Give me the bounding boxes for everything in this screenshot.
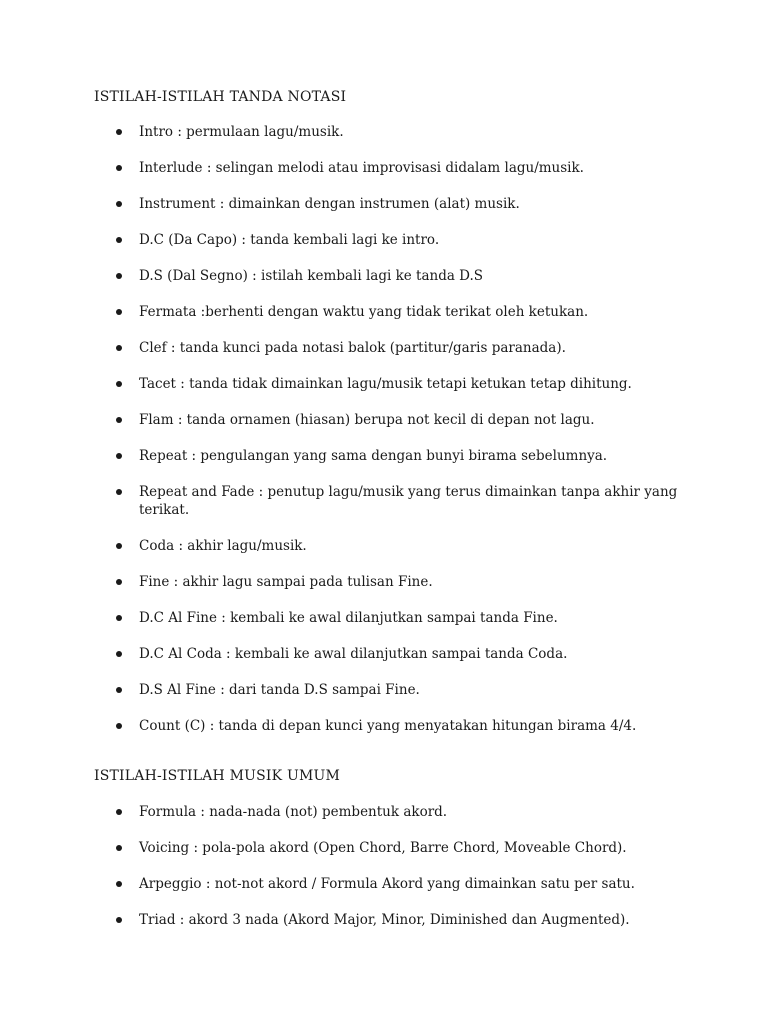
bullet-icon [116, 917, 122, 923]
bullet-icon [116, 417, 122, 423]
section-title-musik-umum: ISTILAH-ISTILAH MUSIK UMUM [94, 768, 341, 784]
bullet-icon [116, 579, 122, 585]
bullet-icon [116, 687, 122, 693]
bullet-icon [116, 381, 122, 387]
bullet-icon [116, 237, 122, 243]
bullet-icon [116, 309, 122, 315]
bullet-icon [116, 453, 122, 459]
bullet-icon [116, 201, 122, 207]
bullet-icon [116, 809, 122, 815]
bullet-icon [116, 489, 122, 495]
bullet-icon [116, 543, 122, 549]
bullet-icon [116, 651, 122, 657]
bullet-icon [116, 273, 122, 279]
bullet-icon [116, 165, 122, 171]
bullet-icon [116, 723, 122, 729]
section-title-tanda-notasi: ISTILAH-ISTILAH TANDA NOTASI [94, 89, 347, 105]
bullet-icon [116, 615, 122, 621]
bullet-icon [116, 129, 122, 135]
bullet-icon [116, 345, 122, 351]
bullet-icon [116, 845, 122, 851]
bullet-icon [116, 881, 122, 887]
document-page: ISTILAH-ISTILAH TANDA NOTASI Intro : permulaan lagu/musik. Interlude : selingan melodi atau improvisasi didalam lagu/musik. Instrument : dimainkan dengan instrumen (alat) musik. D.C (Da Capo) : tanda kembali lagi ke intro. D.S (Dal Segno) : istilah kembali lagi ke tanda D.S Fermata :berhenti dengan waktu yang tidak terikat oleh ketukan. Clef : tanda kunci pada notasi balok (partitur/garis paranada). Tacet : tanda tidak dimainkan lagu/musik tetapi ketukan tetap dihitung. Flam : tanda ornamen (hiasan) berupa not kecil di depan not lagu. Repeat : pengulangan yang sama dengan bunyi birama sebelumnya. Repeat and Fade : penutup lagu/musik yang terus dimainkan tanpa akhir yang terikat. Coda : akhir lagu/musik. Fine : akhir lagu sampai pada tulisan Fine. D.C Al Fine : kembali ke awal dilanjutkan sampai tanda Fine. D.C Al Coda : kembali ke awal dilanjutkan sampai tanda Coda. D.S Al Fine : dari tanda D.S sampai Fine. Count (C) : tanda di depan kunci yang menyatakan hitungan birama 4/4. ISTILAH-ISTILAH MUSIK UMUM Formula : nada-nada (not) pembentuk akord. Voicing : pola-pola akord (Open Chord, Barre Chord, Moveable Chord). Arpeggio : not-not akord / Formula Akord yang dimainkan satu per satu. Triad : akord 3 nada (Akord Major, Minor, Diminished dan Augmented). [94, 89, 678, 928]
